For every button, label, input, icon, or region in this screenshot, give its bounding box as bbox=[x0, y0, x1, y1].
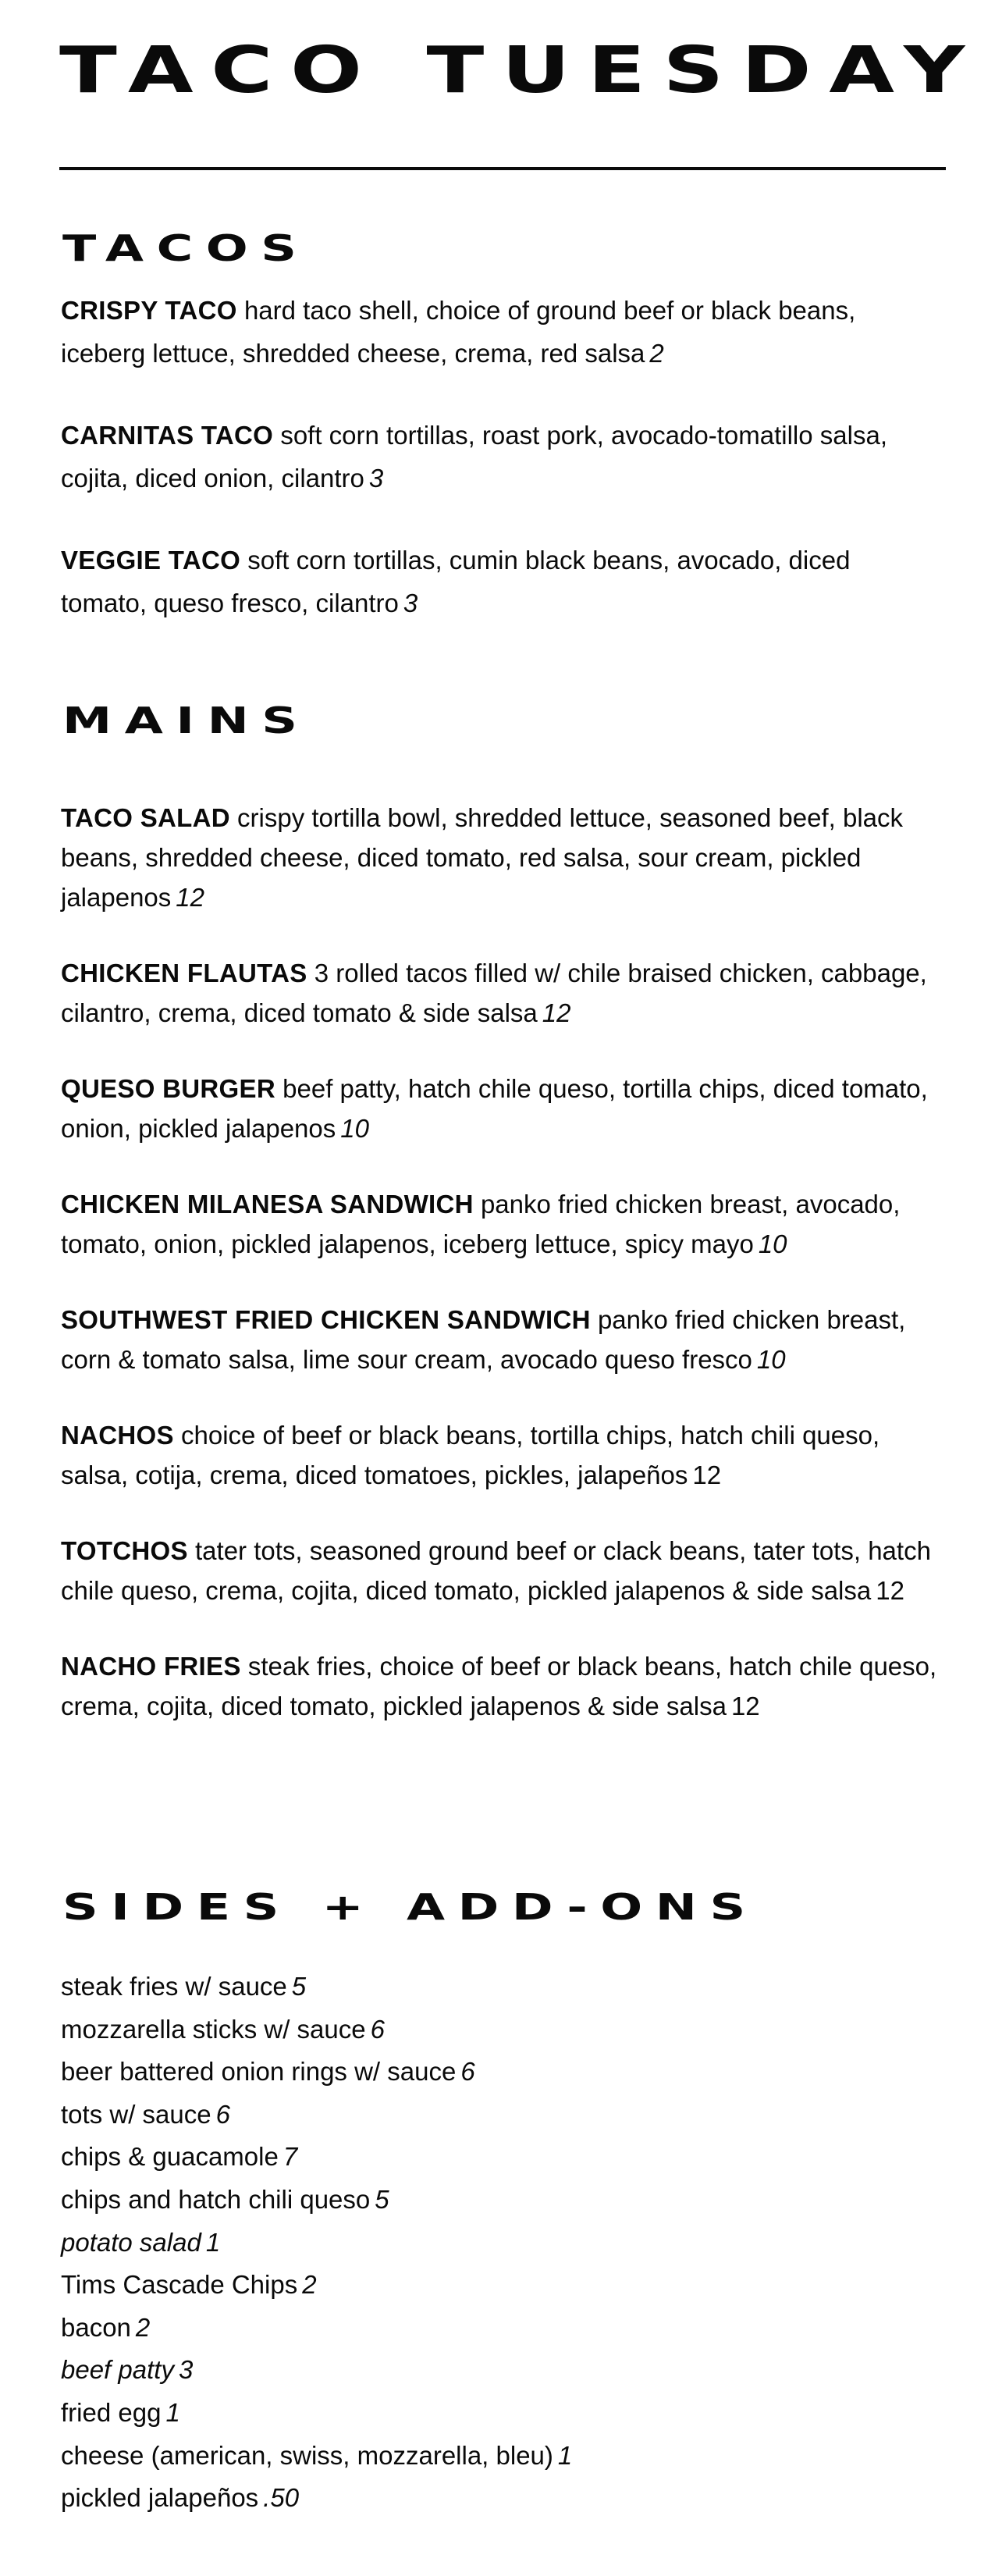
side-name: cheese (american, swiss, mozzarella, bleu) bbox=[61, 2440, 553, 2470]
side-price: 5 bbox=[291, 1972, 307, 2001]
side-item bbox=[61, 2136, 841, 2179]
item-price: 10 bbox=[756, 1345, 786, 1374]
side-price: 6 bbox=[215, 2099, 230, 2129]
item-description: steak fries, choice of beef or black beans, hatch chile queso, crema, cojita, diced tomato, pickled jalapenos & side salsa bbox=[61, 1652, 937, 1720]
item-name: CHICKEN MILANESA SANDWICH bbox=[61, 1190, 474, 1219]
side-item bbox=[61, 1966, 841, 2008]
side-name: chips & guacamole bbox=[61, 2142, 279, 2172]
item-name: VEGGIE TACO bbox=[61, 546, 241, 575]
item-description: crispy tortilla bowl, shredded lettuce, seasoned beef, black beans, shredded cheese, diced tomato, red salsa, sour cream, pickled jalapenos bbox=[61, 803, 904, 912]
item-description: beef patty, hatch chile queso, tortilla chips, diced tomato, onion, pickled jalapenos bbox=[61, 1074, 928, 1143]
side-item bbox=[61, 2477, 841, 2520]
item-name: NACHOS bbox=[61, 1421, 174, 1450]
side-price: 1 bbox=[557, 2440, 573, 2470]
section-heading-sides: SIDES + ADD-ONS bbox=[62, 1886, 759, 1928]
menu-item bbox=[61, 1184, 943, 1264]
side-item bbox=[61, 2435, 841, 2478]
menu-title: TACO TUESDAY bbox=[59, 34, 983, 108]
menu-item bbox=[61, 798, 943, 917]
side-name: potato salad bbox=[61, 2227, 201, 2257]
side-item bbox=[61, 2349, 841, 2392]
side-name: Tims Cascade Chips bbox=[61, 2270, 298, 2300]
side-name: beef patty bbox=[61, 2355, 174, 2385]
side-price: 2 bbox=[302, 2270, 317, 2300]
tacos-list bbox=[61, 289, 943, 664]
mains-list bbox=[61, 798, 943, 1762]
side-price: 1 bbox=[205, 2227, 221, 2257]
title-divider bbox=[59, 167, 946, 170]
menu-item bbox=[61, 539, 943, 624]
item-price: 3 bbox=[368, 464, 384, 493]
menu-item bbox=[61, 1646, 943, 1726]
side-item bbox=[61, 2094, 841, 2137]
item-name: CRISPY TACO bbox=[61, 296, 237, 325]
side-name: tots w/ sauce bbox=[61, 2099, 211, 2129]
item-description: panko fried chicken breast, avocado, tomato, onion, pickled jalapenos, iceberg lettuce, spicy mayo bbox=[61, 1190, 901, 1258]
side-price: .50 bbox=[263, 2483, 300, 2513]
menu-item bbox=[61, 1300, 943, 1379]
item-description: choice of beef or black beans, tortilla chips, hatch chili queso, salsa, cotija, crema, diced tomatoes, pickles, jalapeños bbox=[61, 1421, 880, 1489]
sides-list bbox=[61, 1966, 841, 2520]
side-price: 2 bbox=[135, 2312, 151, 2342]
item-name: SOUTHWEST FRIED CHICKEN SANDWICH bbox=[61, 1305, 591, 1334]
item-price: 12 bbox=[876, 1576, 904, 1605]
item-price: 12 bbox=[542, 998, 571, 1027]
side-item bbox=[61, 2008, 841, 2051]
menu-item bbox=[61, 953, 943, 1033]
side-name: mozzarella sticks w/ sauce bbox=[61, 2014, 366, 2044]
side-name: steak fries w/ sauce bbox=[61, 1972, 287, 2001]
side-price: 6 bbox=[370, 2014, 385, 2044]
side-item bbox=[61, 2222, 841, 2265]
item-name: QUESO BURGER bbox=[61, 1074, 275, 1103]
menu-item bbox=[61, 414, 943, 500]
item-description: hard taco shell, choice of ground beef or black beans, iceberg lettuce, shredded cheese, crema, red salsa bbox=[61, 296, 856, 368]
side-name: beer battered onion rings w/ sauce bbox=[61, 2057, 457, 2087]
item-description: tater tots, seasoned ground beef or clack beans, tater tots, hatch chile queso, crema, cojita, diced tomato, pickled jalapenos & side salsa bbox=[61, 1536, 931, 1605]
section-heading-mains: MAINS bbox=[62, 699, 311, 742]
item-price: 10 bbox=[758, 1229, 787, 1258]
item-price: 12 bbox=[176, 883, 204, 912]
item-name: CARNITAS TACO bbox=[61, 421, 274, 450]
side-name: pickled jalapeños bbox=[61, 2483, 259, 2513]
side-item bbox=[61, 2264, 841, 2307]
menu-item bbox=[61, 1531, 943, 1610]
item-price: 2 bbox=[649, 339, 664, 368]
item-price: 12 bbox=[730, 1692, 760, 1720]
side-item bbox=[61, 2392, 841, 2435]
item-name: TOTCHOS bbox=[61, 1536, 188, 1565]
side-name: chips and hatch chili queso bbox=[61, 2184, 371, 2214]
side-price: 3 bbox=[178, 2355, 194, 2385]
side-item bbox=[61, 2179, 841, 2222]
item-description: panko fried chicken breast, corn & tomato salsa, lime sour cream, avocado queso fresco bbox=[61, 1305, 906, 1374]
item-price: 3 bbox=[403, 589, 418, 617]
side-item bbox=[61, 2051, 841, 2094]
side-name: fried egg bbox=[61, 2397, 162, 2427]
side-price: 1 bbox=[165, 2397, 180, 2427]
side-price: 6 bbox=[460, 2057, 475, 2087]
item-name: CHICKEN FLAUTAS bbox=[61, 959, 307, 987]
menu-item bbox=[61, 1069, 943, 1148]
menu-item bbox=[61, 1415, 943, 1495]
side-price: 5 bbox=[375, 2184, 389, 2214]
item-name: TACO SALAD bbox=[61, 803, 230, 832]
item-price: 10 bbox=[340, 1114, 369, 1143]
side-name: bacon bbox=[61, 2312, 131, 2342]
item-description: 3 rolled tacos filled w/ chile braised chicken, cabbage, cilantro, crema, diced tomato & side salsa bbox=[61, 959, 927, 1027]
side-item bbox=[61, 2307, 841, 2350]
item-description: soft corn tortillas, roast pork, avocado-tomatillo salsa, cojita, diced onion, cilantro bbox=[61, 421, 887, 493]
menu-item bbox=[61, 289, 943, 375]
item-price: 12 bbox=[692, 1461, 722, 1489]
item-name: NACHO FRIES bbox=[61, 1652, 241, 1681]
item-description: soft corn tortillas, cumin black beans, avocado, diced tomato, queso fresco, cilantro bbox=[61, 546, 851, 617]
section-heading-tacos: TACOS bbox=[62, 227, 310, 269]
side-price: 7 bbox=[283, 2142, 298, 2172]
